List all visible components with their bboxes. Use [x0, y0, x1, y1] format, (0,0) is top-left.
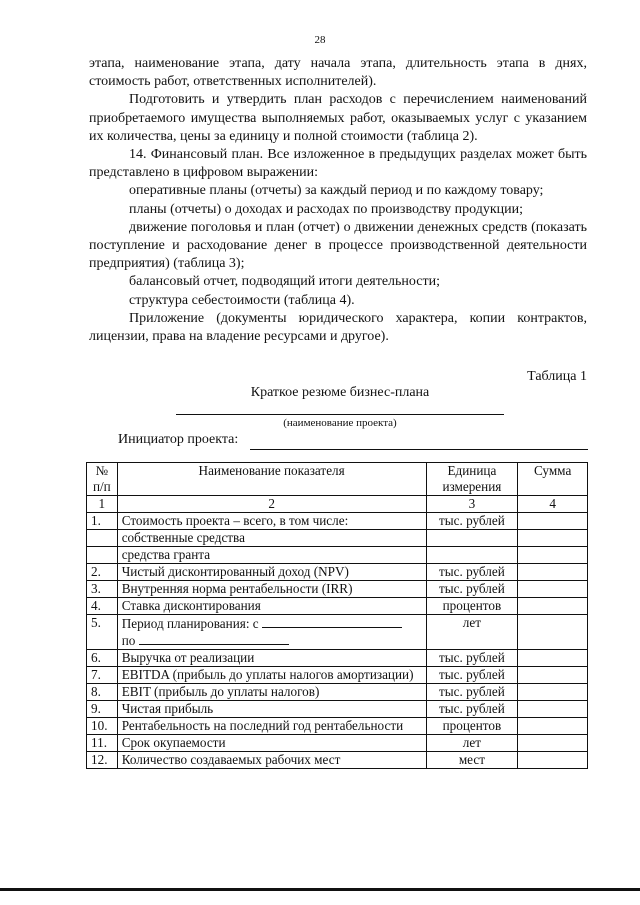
table-row: [87, 684, 588, 701]
header-name: Наименование показателя: [117, 463, 426, 496]
row-name: EBITDA (прибыль до уплаты налогов амортизации): [117, 667, 426, 684]
col-number: 1: [87, 496, 118, 513]
row-num: 10.: [87, 718, 118, 735]
row-num: 4.: [87, 598, 118, 615]
row-sum: [518, 581, 588, 598]
project-name-caption: (наименование проекта): [283, 417, 397, 429]
summary-table: [86, 462, 588, 769]
table-row: [87, 530, 588, 547]
row-sum: [518, 564, 588, 581]
row-name: Количество создаваемых рабочих мест: [117, 752, 426, 769]
period-from-label: Период планирования: с: [121, 616, 259, 631]
row-num: 11.: [87, 735, 118, 752]
period-from-blank: [262, 615, 402, 628]
header-unit: Единица измерения: [426, 463, 518, 496]
row-num: 1.: [87, 513, 118, 530]
row-num: 9.: [87, 701, 118, 718]
row-sum: [518, 718, 588, 735]
initiator-line: [250, 449, 588, 450]
row-name: Выручка от реализации: [117, 650, 426, 667]
table-caption: Таблица 1: [527, 369, 587, 384]
paragraph: этапа, наименование этапа, дату начала этапа, длительность этапа в днях, стоимость работ, ответственных исполнителей).: [89, 56, 587, 90]
row-num: [87, 547, 118, 564]
table-row: [87, 513, 588, 530]
paragraph: структура себестоимости (таблица 4).: [129, 292, 355, 308]
period-to-blank: [139, 632, 289, 645]
paragraph: 14. Финансовый план. Все изложенное в предыдущих разделах может быть представлено в цифровом выражении:: [89, 147, 587, 181]
row-sum: [518, 513, 588, 530]
table-row: [87, 547, 588, 564]
header-sum: Сумма: [518, 463, 588, 496]
row-unit: мест: [426, 752, 518, 769]
paragraph: Подготовить и утвердить план расходов с перечислением наименований приобретаемого имущества выполняемых работ, оказываемых услуг с указанием их количества, цены за единицу и полной стоимости (таблица 2).: [89, 92, 587, 144]
paragraph: балансовый отчет, подводящий итоги деятельности;: [129, 274, 440, 290]
table-title: Краткое резюме бизнес-плана: [250, 385, 430, 400]
row-name: собственные средства: [117, 530, 426, 547]
row-num: 3.: [87, 581, 118, 598]
table-row: [87, 701, 588, 718]
table-row: [87, 735, 588, 752]
row-name: Чистый дисконтированный доход (NPV): [117, 564, 426, 581]
period-to-label: по: [121, 633, 136, 648]
row-name: Стоимость проекта – всего, в том числе:: [117, 513, 426, 530]
body-text: [89, 55, 587, 346]
row-unit: тыс. рублей: [426, 667, 518, 684]
row-unit: [426, 547, 518, 564]
table-row: [87, 564, 588, 581]
row-unit: тыс. рублей: [426, 581, 518, 598]
row-sum: [518, 701, 588, 718]
row-name: средства гранта: [117, 547, 426, 564]
row-unit: тыс. рублей: [426, 564, 518, 581]
row-unit: тыс. рублей: [426, 650, 518, 667]
table-row: [87, 718, 588, 735]
table-row: [87, 615, 588, 650]
row-sum: [518, 667, 588, 684]
row-unit: [426, 530, 518, 547]
paragraph: планы (отчеты) о доходах и расходах по производству продукции;: [129, 201, 524, 217]
row-unit: тыс. рублей: [426, 684, 518, 701]
table-row: [87, 667, 588, 684]
row-num: 8.: [87, 684, 118, 701]
row-name: Внутренняя норма рентабельности (IRR): [117, 581, 426, 598]
table-header-row: [87, 463, 588, 496]
row-name: EBIT (прибыль до уплаты налогов): [117, 684, 426, 701]
table-row: [87, 650, 588, 667]
row-unit: лет: [426, 615, 518, 650]
row-unit: процентов: [426, 718, 518, 735]
row-num: 6.: [87, 650, 118, 667]
row-sum: [518, 530, 588, 547]
col-number: 4: [518, 496, 588, 513]
paragraph: оперативные планы (отчеты) за каждый период и по каждому товару;: [129, 183, 544, 199]
row-name: Чистая прибыль: [117, 701, 426, 718]
col-number: 3: [426, 496, 518, 513]
header-num: № п/п: [87, 463, 118, 496]
row-sum: [518, 650, 588, 667]
row-name: Рентабельность на последний год рентабельности: [117, 718, 426, 735]
bottom-border: [0, 888, 640, 891]
row-unit: тыс. рублей: [426, 513, 518, 530]
table-row: [87, 598, 588, 615]
page-number: 28: [314, 34, 326, 46]
table-row: [87, 752, 588, 769]
row-sum: [518, 615, 588, 650]
paragraph: Приложение (документы юридического характера, копии контрактов, лицензии, права на владение ресурсами и другое).: [89, 310, 587, 345]
column-number-row: [87, 496, 588, 513]
initiator-label: Инициатор проекта:: [118, 432, 239, 447]
row-num: [87, 530, 118, 547]
row-unit: процентов: [426, 598, 518, 615]
row-name-period: [117, 615, 426, 650]
row-sum: [518, 752, 588, 769]
col-number: 2: [117, 496, 426, 513]
row-num: 12.: [87, 752, 118, 769]
row-num: 7.: [87, 667, 118, 684]
row-name: Срок окупаемости: [117, 735, 426, 752]
row-name: Ставка дисконтирования: [117, 598, 426, 615]
row-sum: [518, 735, 588, 752]
project-name-line: [176, 414, 504, 415]
row-sum: [518, 684, 588, 701]
row-sum: [518, 598, 588, 615]
row-num: 5.: [87, 615, 118, 650]
paragraph: движение поголовья и план (отчет) о движении денежных средств (показать поступление и расходование денег в процессе производственной деятельности предприятия) (таблица 3);: [89, 219, 587, 272]
row-num: 2.: [87, 564, 118, 581]
row-unit: тыс. рублей: [426, 701, 518, 718]
row-sum: [518, 547, 588, 564]
table-row: [87, 581, 588, 598]
row-unit: лет: [426, 735, 518, 752]
